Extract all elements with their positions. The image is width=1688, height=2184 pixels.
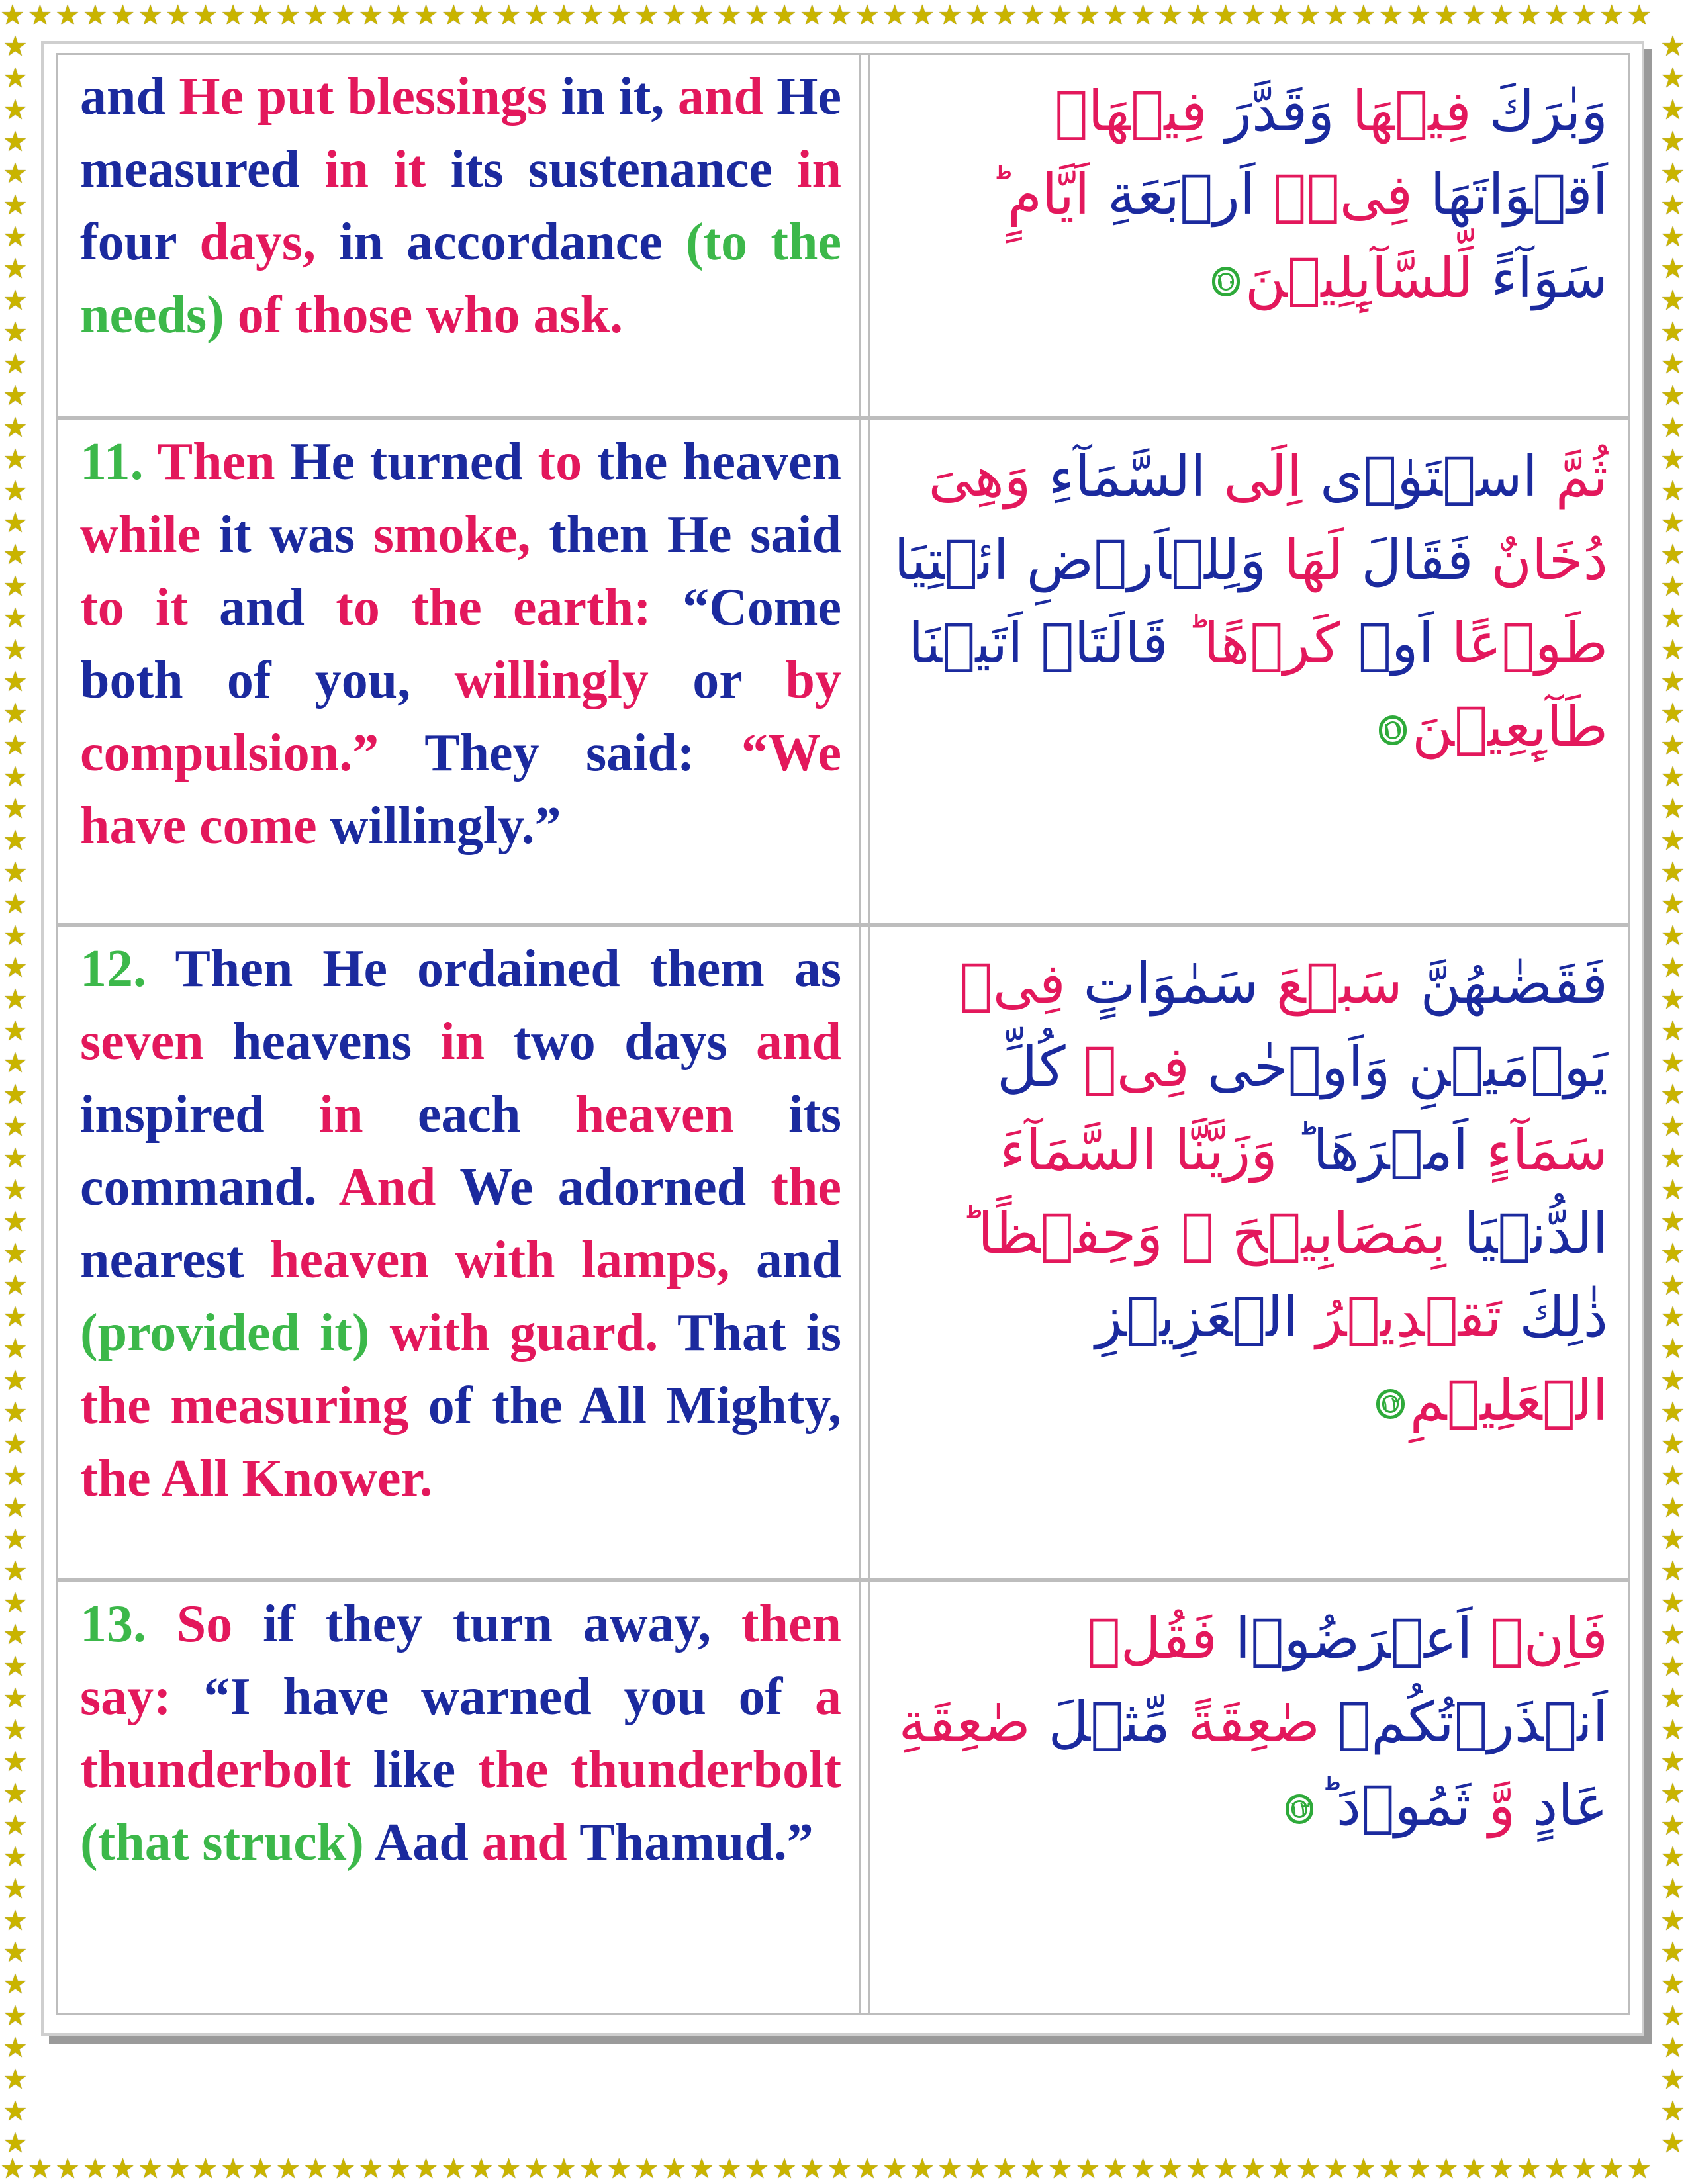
english-segment: of the All Mighty, [428, 1377, 841, 1435]
english-segment: to the earth: [336, 578, 683, 637]
arabic-segment: فِىۡ [1065, 1034, 1190, 1099]
english-segment: in it, [561, 68, 678, 126]
english-segment: Then He ordained them as [175, 940, 841, 998]
verse-row-10 [56, 53, 1630, 418]
arabic-segment: مِّثۡلَ [1030, 1690, 1170, 1754]
english-segment: a thunderbolt [80, 1668, 841, 1799]
arabic-segment: اسۡتَوٰۤى [1302, 444, 1538, 509]
arabic-verse [890, 435, 1608, 768]
english-segment: “I have warned you of [203, 1668, 815, 1726]
english-segment: We adorned [459, 1158, 771, 1216]
arabic-segment: الۡعَلِيۡمِ [1409, 1368, 1608, 1433]
arabic-segment: فَاِنۡ [1472, 1606, 1608, 1671]
english-segment: heaven with lamps, [269, 1231, 757, 1289]
arabic-segment: ثُمَّ [1538, 444, 1608, 509]
arabic-segment: ثَمُوۡدَ ؕ [1319, 1773, 1471, 1838]
arabic-segment: وَهِىَ دُخَانٌ [928, 444, 1608, 592]
arabic-segment: اَتَيۡنَا [908, 611, 1023, 676]
english-segment: with guard. [389, 1304, 678, 1362]
arabic-cell [868, 927, 1630, 1578]
english-segment: He turned [290, 433, 538, 491]
english-segment: in accordance [339, 213, 686, 271]
arabic-segment: الدُّنۡيَا [1446, 1201, 1608, 1266]
english-segment: smoke, [373, 506, 549, 564]
english-segment: in [797, 140, 842, 199]
english-segment: willingly.” [330, 797, 561, 855]
english-segment: inspired [80, 1085, 319, 1144]
english-segment: or [692, 651, 786, 709]
arabic-segment: وَحِفۡظًا ؕ [960, 1201, 1163, 1266]
english-segment: then say: [80, 1595, 841, 1726]
english-segment: Thamud.” [579, 1813, 814, 1872]
arabic-segment: اَيَّامٍ ؕ [990, 162, 1090, 227]
english-segment: and [481, 1813, 580, 1872]
english-cell [56, 1582, 861, 2013]
english-segment: four [80, 213, 200, 271]
english-segment: willingly [454, 651, 693, 709]
arabic-segment: فِيۡهَاۤ [1055, 79, 1207, 144]
english-translation [80, 927, 841, 1515]
arabic-segment: وَبٰرَكَ [1471, 79, 1608, 144]
arabic-segment: سَمَآءٍ [1468, 1118, 1608, 1183]
arabic-verse [890, 942, 1608, 1442]
english-segment: 12. [80, 940, 175, 998]
arabic-segment: اَعۡرَضُوۡا [1217, 1606, 1473, 1671]
verse-row-13 [56, 1580, 1630, 2015]
english-segment: its sustenance [450, 140, 798, 199]
arabic-segment: فَقَالَ [1343, 527, 1474, 592]
english-segment: He put blessings [179, 68, 561, 126]
top-star-border: ★★★★★★★★★★★★★★★★★★★★★★★★★★★★★★★★★★★★★★★★★★★★★★★★★★★★★★★★★★★★ [0, 0, 1655, 30]
english-segment: to it [80, 578, 220, 637]
english-segment: (to the needs) [80, 213, 842, 344]
english-segment: That is [677, 1304, 842, 1362]
arabic-segment: فِىۡۤ [1255, 162, 1413, 227]
arabic-segment: فِيۡهَا [1334, 79, 1472, 144]
arabic-segment: يَوۡمَيۡنِ [1390, 1034, 1608, 1099]
english-segment: “Come both of you, [80, 578, 841, 709]
english-segment: 11. [80, 433, 158, 491]
english-segment: Then [157, 433, 291, 491]
arabic-cell [868, 420, 1630, 923]
arabic-segment: كُلِّ [997, 1034, 1066, 1099]
arabic-segment: فَقُلۡ [1087, 1606, 1218, 1671]
english-segment: the [771, 1158, 842, 1216]
arabic-segment: اَقۡوَاتَهَا [1412, 162, 1608, 227]
english-segment: it was [218, 506, 373, 564]
english-segment: in it [324, 140, 451, 199]
arabic-cell [868, 1582, 1630, 2013]
arabic-segment: ائۡتِيَا [894, 527, 1009, 592]
arabic-segment: السَّمَآءِ [1031, 444, 1206, 509]
english-segment: “We have come [80, 724, 842, 855]
english-translation [80, 55, 841, 351]
arabic-cell [868, 55, 1630, 416]
english-cell [56, 927, 861, 1578]
right-star-border: ★ ★ ★ ★ ★ ★ ★ ★ ★ ★ ★ ★ ★ ★ ★ ★ ★ ★ ★ ★ ★ ★ ★ ★ ★ ★ ★ ★ ★ ★ ★ ★ ★ ★ ★ ★ ★ ★ ★ ★ ★ ★ ★ ★ ★ ★ ★ ★ ★ ★ ★ ★ ★ ★ ★ ★ ★ ★ ★ ★ ★ ★ ★ ★ ★ ★ ★ [1660, 30, 1685, 2154]
english-segment: and [756, 1013, 842, 1071]
arabic-segment: فَقَضٰٮهُنَّ [1402, 951, 1608, 1016]
arabic-verse [890, 1597, 1608, 1847]
english-segment: heavens [232, 1013, 441, 1071]
arabic-segment: السَّمَآءَ [1000, 1118, 1157, 1183]
english-segment: the All Knower. [80, 1449, 433, 1508]
english-segment: heaven [575, 1085, 788, 1144]
arabic-segment: وَاَوۡحٰى [1189, 1034, 1391, 1099]
arabic-segment: عَادٍ [1515, 1773, 1608, 1838]
english-segment: Aad [374, 1813, 482, 1872]
arabic-segment: صٰعِقَةِ [898, 1690, 1031, 1754]
english-segment: nearest [80, 1231, 270, 1289]
arabic-segment: طَوۡعًا [1433, 611, 1608, 676]
english-segment: And [338, 1158, 460, 1216]
ayah-end-marker: ١٢ [1376, 1389, 1404, 1419]
english-segment: the thunderbolt [477, 1741, 842, 1799]
english-segment: if they turn away, [262, 1595, 741, 1653]
arabic-segment: وَزَيَّنَّا [1156, 1118, 1278, 1183]
english-segment: then He said [549, 506, 841, 564]
english-segment: each [417, 1085, 575, 1144]
english-segment: like [373, 1741, 478, 1799]
verse-row-11 [56, 418, 1630, 925]
arabic-segment: وَلِلۡاَرۡضِ [1008, 527, 1267, 592]
left-star-border: ★ ★ ★ ★ ★ ★ ★ ★ ★ ★ ★ ★ ★ ★ ★ ★ ★ ★ ★ ★ ★ ★ ★ ★ ★ ★ ★ ★ ★ ★ ★ ★ ★ ★ ★ ★ ★ ★ ★ ★ ★ ★ ★ ★ ★ ★ ★ ★ ★ ★ ★ ★ ★ ★ ★ ★ ★ ★ ★ ★ ★ ★ ★ ★ ★ ★ ★ [3, 30, 28, 2154]
english-cell [56, 55, 861, 416]
english-segment: and [219, 578, 336, 637]
arabic-segment: اَنۡذَرۡتُكُمۡ [1320, 1690, 1608, 1754]
english-cell [56, 420, 861, 923]
english-translation [80, 420, 841, 862]
english-segment: seven [80, 1013, 232, 1071]
english-segment: 13. [80, 1595, 177, 1653]
english-segment: So [176, 1595, 263, 1653]
english-translation [80, 1582, 841, 1879]
english-segment: days, [199, 213, 340, 271]
arabic-segment: سَمٰوَاتٍ [1065, 951, 1259, 1016]
ayah-end-marker: ١٠ [1212, 267, 1240, 296]
english-segment: in [440, 1013, 514, 1071]
english-segment: while [80, 506, 219, 564]
arabic-segment: تَقۡدِيۡرُ [1298, 1285, 1502, 1349]
english-segment: and [677, 68, 777, 126]
arabic-segment: ذٰلِكَ [1501, 1285, 1608, 1349]
arabic-segment: اَرۡبَعَةِ [1090, 162, 1256, 227]
english-segment: its command. [80, 1085, 841, 1216]
arabic-segment: اِلَى [1205, 444, 1303, 509]
english-segment: (that struck) [80, 1813, 375, 1872]
arabic-segment: وَقَدَّرَ [1207, 79, 1335, 144]
english-segment: by compulsion.” [80, 651, 842, 782]
english-segment: and [756, 1231, 842, 1289]
english-segment: two days [513, 1013, 757, 1071]
english-segment: He measured [80, 68, 842, 199]
ayah-end-marker: ١١ [1379, 715, 1407, 745]
arabic-verse [890, 69, 1608, 320]
ayah-end-marker: ١٣ [1286, 1794, 1313, 1824]
english-segment: (provided it) [80, 1304, 390, 1362]
arabic-segment: بِمَصَابِيۡحَ ۖ [1163, 1201, 1446, 1266]
english-segment: They said: [424, 724, 741, 782]
arabic-segment: كَرۡهًا ؕ [1168, 611, 1340, 676]
arabic-segment: لِّلسَّآٮِٕلِيۡنَ [1244, 246, 1474, 310]
arabic-segment: اَمۡرَهَا ؕ [1277, 1118, 1469, 1183]
english-segment: the heaven [596, 433, 841, 491]
arabic-segment: سَبۡعَ [1258, 951, 1403, 1016]
verse-row-12 [56, 925, 1630, 1580]
arabic-segment: قَالَتَاۤ [1023, 611, 1168, 676]
english-segment: in [318, 1085, 418, 1144]
arabic-segment: اَوۡ [1340, 611, 1434, 676]
arabic-segment: سَوَآءً [1473, 246, 1608, 310]
english-segment: the measuring [80, 1377, 428, 1435]
arabic-segment: وَّ [1470, 1773, 1516, 1838]
arabic-segment: لَهَا [1266, 527, 1344, 592]
english-segment: of those who ask. [237, 286, 624, 344]
arabic-segment: الۡعَزِيۡزِ [1095, 1285, 1299, 1349]
translation-table [41, 41, 1644, 2036]
bottom-star-border: ★★★★★★★★★★★★★★★★★★★★★★★★★★★★★★★★★★★★★★★★★★★★★★★★★★★★★★★★★★★★ [0, 2154, 1655, 2184]
english-segment: to [538, 433, 597, 491]
arabic-segment: فِىۡ [959, 951, 1066, 1016]
english-segment: and [80, 68, 179, 126]
arabic-segment: صٰعِقَةً [1170, 1690, 1321, 1754]
arabic-segment: طَآٮِٕعِيۡنَ [1411, 694, 1608, 759]
